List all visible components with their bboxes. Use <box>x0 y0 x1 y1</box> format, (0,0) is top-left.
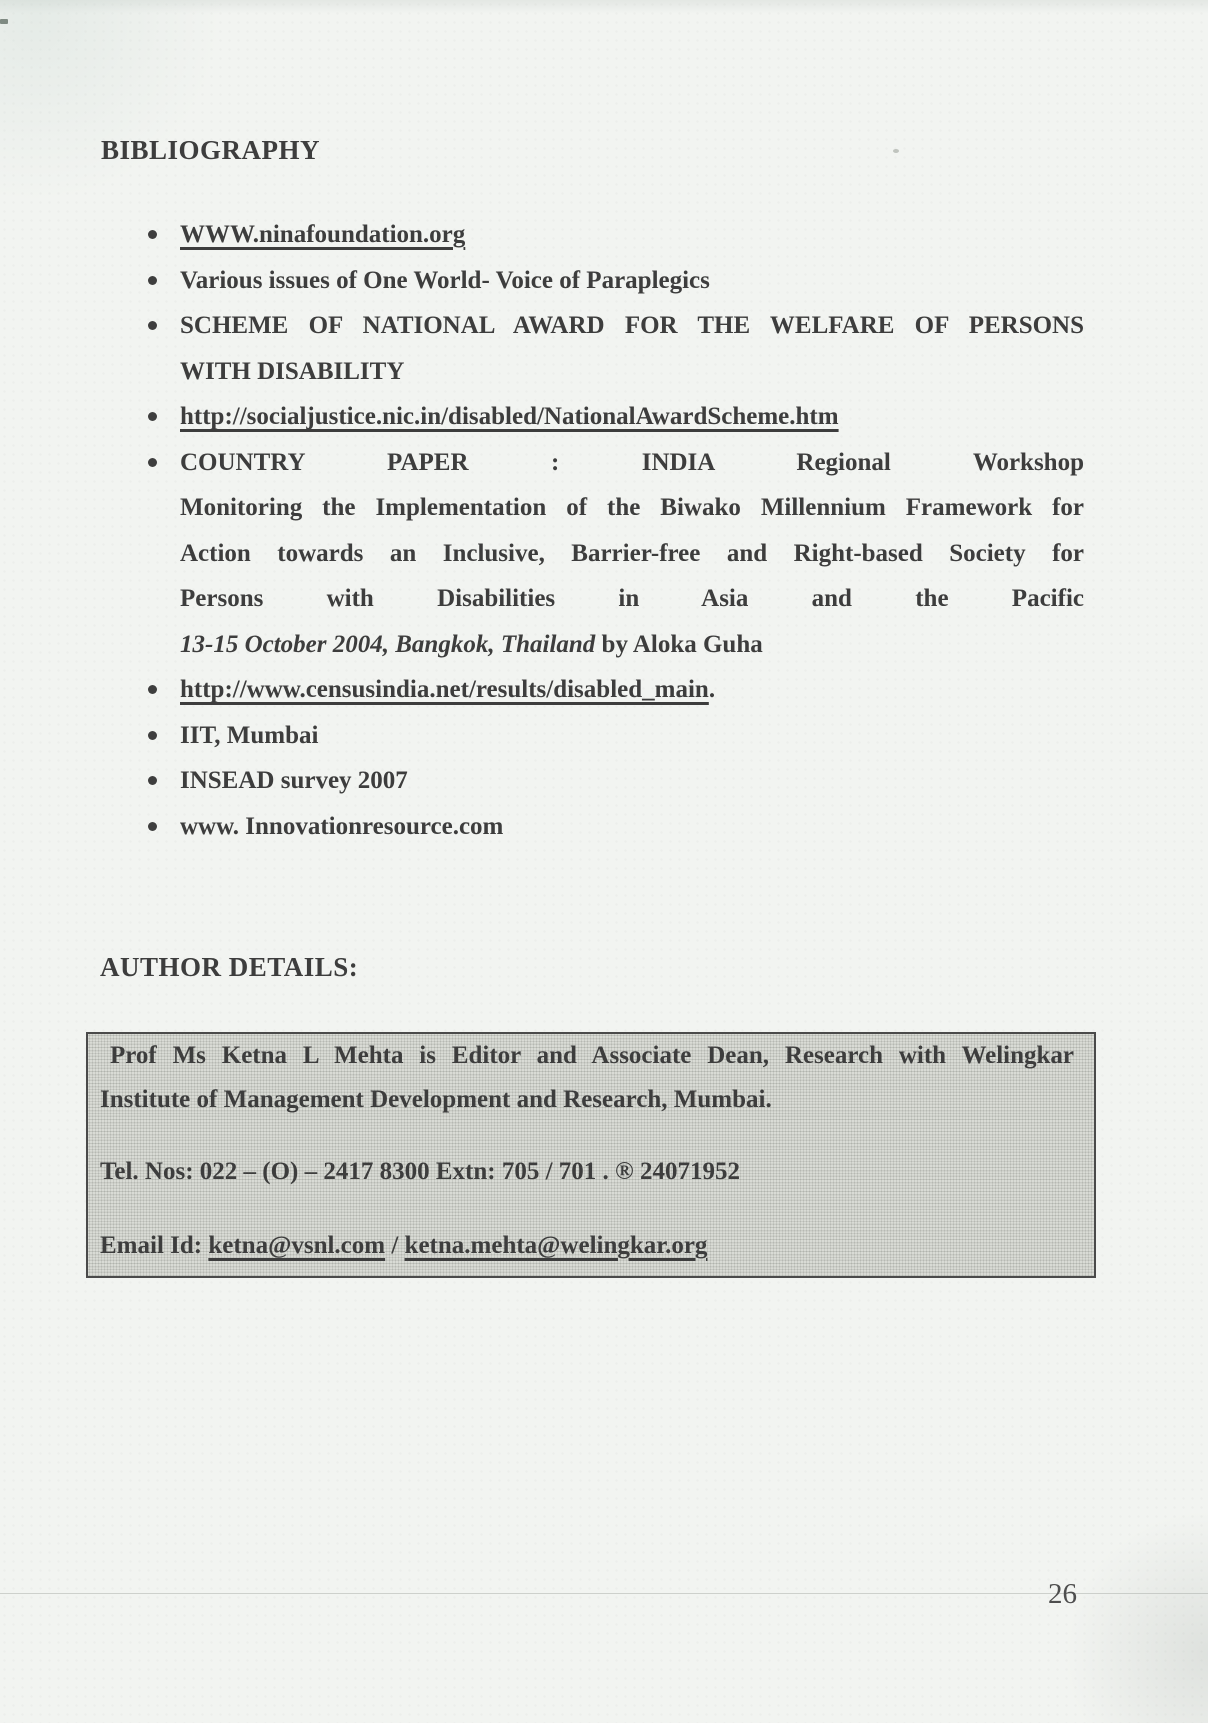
bibliography-item <box>180 758 1084 804</box>
bullet-icon <box>148 458 157 467</box>
author-phone-numbers: Tel. Nos: 022 – (O) – 2417 8300 Extn: 705 / 701 . ® 24071952 <box>100 1158 740 1185</box>
bibliography-line <box>180 713 1084 759</box>
bibliography-line <box>180 394 1084 440</box>
reference-link[interactable]: http://www.censusindia.net/results/disabled_main <box>180 676 709 703</box>
reference-text: by Aloka Guha <box>595 630 763 658</box>
author-details-heading: AUTHOR DETAILS: <box>100 952 359 982</box>
bullet-icon <box>148 822 157 831</box>
bibliography-line <box>180 303 1084 349</box>
author-details-box <box>86 1032 1096 1278</box>
scan-edge-artifact <box>0 19 8 24</box>
email-link-welingkar[interactable]: ketna.mehta@welingkar.org <box>404 1232 708 1259</box>
author-affiliation-line-1: Prof Ms Ketna L Mehta is Editor and Associate Dean, Research with Welingkar <box>110 1042 1074 1069</box>
bullet-icon <box>148 776 157 785</box>
author-email-line <box>100 1224 1074 1268</box>
scan-line-artifact <box>0 1593 1208 1594</box>
bibliography-item <box>180 667 1084 713</box>
page-number: 26 <box>1048 1578 1077 1610</box>
bullet-icon <box>148 685 157 694</box>
reference-text: Various issues of One World- Voice of Paraplegics <box>180 266 710 294</box>
bibliography-item <box>180 212 1084 258</box>
bullet-icon <box>148 412 157 421</box>
bibliography-line <box>180 622 1084 668</box>
bullet-icon <box>148 731 157 740</box>
reference-text: . <box>708 676 716 703</box>
bullet-icon <box>148 230 157 239</box>
bibliography-item <box>180 804 1084 850</box>
author-affiliation-line-2: Institute of Management Development and Research, Mumbai. <box>100 1086 772 1113</box>
bibliography-line <box>180 667 1084 713</box>
reference-text: IIT, Mumbai <box>180 721 319 749</box>
reference-text: COUNTRY PAPER : INDIA Regional Workshop <box>180 448 1084 476</box>
reference-text: Persons with Disabilities in Asia and the Pacific <box>180 585 1084 612</box>
bibliography-item <box>180 394 1084 440</box>
bibliography-line <box>180 576 1084 622</box>
bibliography-line <box>180 349 1084 395</box>
email-separator: / <box>385 1232 405 1259</box>
bibliography-line <box>180 212 1084 258</box>
email-link-vsnl[interactable]: ketna@vsnl.com <box>208 1232 386 1259</box>
reference-text: WITH DISABILITY <box>180 357 405 385</box>
bibliography-line <box>180 440 1084 486</box>
bibliography-line <box>180 258 1084 304</box>
bibliography-item <box>180 440 1084 668</box>
reference-text: SCHEME OF NATIONAL AWARD FOR THE WELFARE OF PERSONS <box>180 312 1084 339</box>
reference-text: INSEAD survey 2007 <box>180 767 408 794</box>
scan-speck-artifact <box>893 149 899 153</box>
bibliography-item <box>180 303 1084 394</box>
reference-link[interactable]: http://socialjustice.nic.in/disabled/NationalAwardScheme.htm <box>180 403 839 430</box>
bibliography-list <box>180 212 1084 849</box>
reference-link[interactable]: WWW.ninafoundation.org <box>180 221 466 248</box>
email-label: Email Id: <box>100 1232 209 1259</box>
bibliography-heading: BIBLIOGRAPHY <box>101 135 321 165</box>
bullet-icon <box>148 321 157 330</box>
reference-text: www. Innovationresource.com <box>180 812 504 840</box>
reference-text: 13-15 October 2004, Bangkok, Thailand <box>180 630 596 658</box>
reference-text: Monitoring the Implementation of the Biwako Millennium Framework for <box>180 494 1084 521</box>
bibliography-item <box>180 258 1084 304</box>
bibliography-line <box>180 758 1084 804</box>
reference-text: Action towards an Inclusive, Barrier-free and Right-based Society for <box>180 539 1084 567</box>
bibliography-line <box>180 804 1084 850</box>
bibliography-line <box>180 531 1084 577</box>
bibliography-item <box>180 713 1084 759</box>
bullet-icon <box>148 276 157 285</box>
bibliography-line <box>180 485 1084 531</box>
